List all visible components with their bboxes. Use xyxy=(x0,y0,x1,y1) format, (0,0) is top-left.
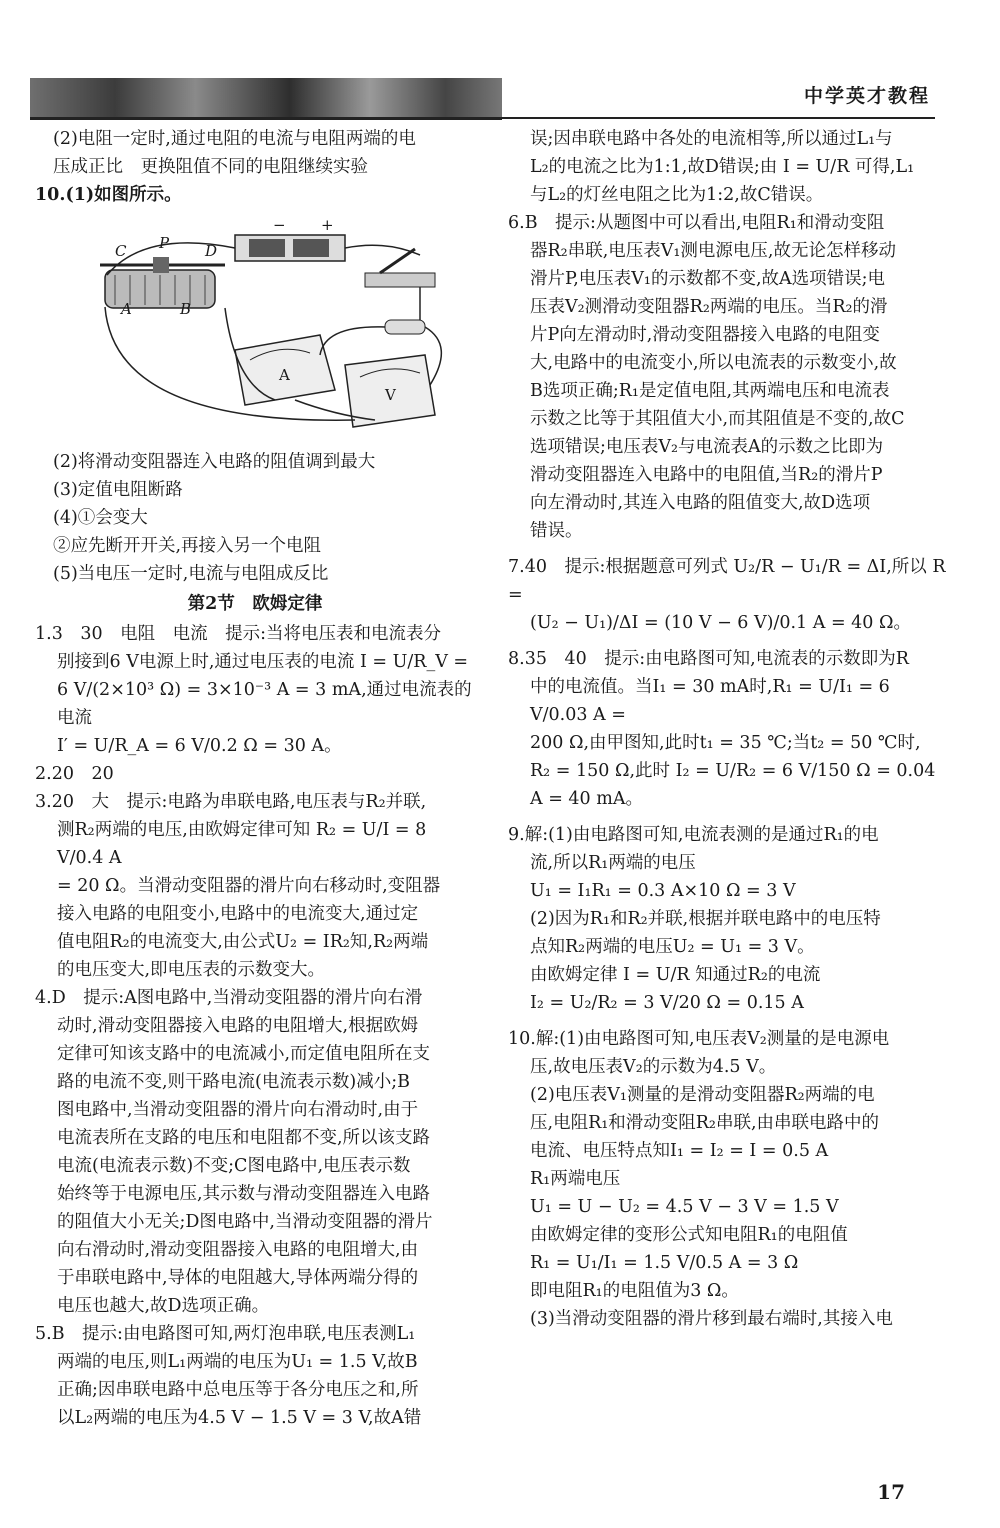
terminal-a-label: A xyxy=(121,300,132,318)
text-line: (2)将滑动变阻器连入电路的阻值调到最大 xyxy=(53,452,376,472)
text-line: B选项正确;R₁是定值电阻,其两端电压和电流表 xyxy=(530,381,890,401)
text-line: 1.3 30 电阻 电流 提示:当将电压表和电流表分 xyxy=(35,624,441,644)
text-line: 示数之比等于其阻值大小,而其阻值是不变的,故C xyxy=(530,409,905,429)
text-line: 压,电阻R₁和滑动变阻R₂串联,由串联电路中的 xyxy=(530,1113,880,1133)
text-line: 滑动变阻器连入电路中的电阻值,当R₂的滑片P xyxy=(530,465,883,485)
text-line: 滑片P,电压表V₁的示数都不变,故A选项错误;电 xyxy=(530,269,886,289)
text-line: 别接到6 V电源上时,通过电压表的电流 I = U/R_V = xyxy=(57,652,469,672)
text-line: 200 Ω,由甲图知,此时t₁ = 35 ℃;当t₂ = 50 ℃时, xyxy=(530,733,921,753)
text-line: R₁ = U₁/I₁ = 1.5 V/0.5 A = 3 Ω xyxy=(530,1253,799,1273)
text-line: 值电阻R₂的电流变大,由公式U₂ = IR₂知,R₂两端 xyxy=(57,932,429,952)
text-line: 7.40 提示:根据题意可列式 U₂/R − U₁/R = ΔI,所以 R = xyxy=(508,557,946,605)
text-line: 点知R₂两端的电压U₂ = U₁ = 3 V。 xyxy=(530,937,815,957)
text-line: (U₂ − U₁)/ΔI = (10 V − 6 V)/0.1 A = 40 Ω。 xyxy=(530,613,912,633)
text-line: 电流(电流表示数)不变;C图电路中,电压表示数 xyxy=(57,1156,411,1176)
text-line: 5.B 提示:由电路图可知,两灯泡串联,电压表测L₁ xyxy=(35,1324,416,1344)
text-line: 图电路中,当滑动变阻器的滑片向右滑动时,由于 xyxy=(57,1100,419,1120)
text-line: ②应先断开开关,再接入另一个电阻 xyxy=(53,536,322,556)
header-decoration xyxy=(30,78,502,120)
text-line: (4)①会变大 xyxy=(53,508,148,528)
page-number: 17 xyxy=(877,1480,905,1504)
terminal-c-label: C xyxy=(115,242,127,260)
circuit-figure xyxy=(35,215,475,440)
text-line: 与L₂的灯丝电阻之比为1:2,故C错误。 xyxy=(530,185,824,205)
text-line: (3)定值电阻断路 xyxy=(53,480,183,500)
text-line: 即电阻R₁的电阻值为3 Ω。 xyxy=(530,1281,739,1301)
text-line: (2)因为R₁和R₂并联,根据并联电路中的电压特 xyxy=(530,909,881,929)
text-line: 电流表所在支路的电压和电阻都不变,所以该支路 xyxy=(57,1128,431,1148)
terminal-b-label: B xyxy=(180,300,192,318)
voltmeter-label: V xyxy=(385,386,396,404)
text-line: 大,电路中的电流变小,所以电流表的示数变小,故 xyxy=(530,353,897,373)
text-line: 始终等于电源电压,其示数与滑动变阻器连入电路 xyxy=(57,1184,431,1204)
text-line: (2)电压表V₁测量的是滑动变阻器R₂两端的电 xyxy=(530,1085,875,1105)
text-line: I′ = U/R_A = 6 V/0.2 Ω = 30 A。 xyxy=(57,736,342,756)
text-line: 以L₂两端的电压为4.5 V − 1.5 V = 3 V,故A错 xyxy=(57,1408,422,1428)
text-line: 误;因串联电路中各处的电流相等,所以通过L₁与 xyxy=(530,129,893,149)
text-line: = 20 Ω。当滑动变阻器的滑片向右移动时,变阻器 xyxy=(57,876,441,896)
text-line: 中的电流值。当I₁ = 30 mA时,R₁ = U/I₁ = 6 V/0.03 A = xyxy=(530,677,890,725)
text-line: 路的电流不变,则干路电流(电流表示数)减小;B xyxy=(57,1072,410,1092)
text-line: 由欧姆定律的变形公式知电阻R₁的电阻值 xyxy=(530,1225,848,1245)
text-line: 测R₂两端的电压,由欧姆定律可知 R₂ = U/I = 8 V/0.4 A xyxy=(57,820,427,868)
text-line: U₁ = U − U₂ = 4.5 V − 3 V = 1.5 V xyxy=(530,1197,839,1217)
text-line: (5)当电压一定时,电流与电阻成反比 xyxy=(53,564,329,584)
text-line: 10.(1)如图所示。 xyxy=(35,185,182,205)
text-line: 定律可知该支路中的电流减小,而定值电阻所在支 xyxy=(57,1044,431,1064)
text-line: 电压也越大,故D选项正确。 xyxy=(57,1296,270,1316)
text-line: 的电压变大,即电压表的示数变大。 xyxy=(57,960,326,980)
text-line: 由欧姆定律 I = U/R 知通过R₂的电流 xyxy=(530,965,821,985)
text-line: 流,所以R₁两端的电压 xyxy=(530,853,696,873)
text-line: 6.B 提示:从题图中可以看出,电阻R₁和滑动变阻 xyxy=(508,213,885,233)
text-line: L₂的电流之比为1:1,故D错误;由 I = U/R 可得,L₁ xyxy=(530,157,915,177)
text-line: 压成正比 更换阻值不同的电阻继续实验 xyxy=(53,157,368,177)
text-line: 压,故电压表V₂的示数为4.5 V。 xyxy=(530,1057,777,1077)
text-line: R₂ = 150 Ω,此时 I₂ = U/R₂ = 6 V/150 Ω = 0.04 A = 40 mA。 xyxy=(530,761,936,809)
left-column xyxy=(35,125,475,1432)
text-line: (2)电阻一定时,通过电阻的电流与电阻两端的电 xyxy=(53,129,416,149)
text-line: 9.解:(1)由电路图可知,电流表测的是通过R₁的电 xyxy=(508,825,879,845)
text-line: 向右滑动时,滑动变阻器接入电路的电阻增大,由 xyxy=(57,1240,419,1260)
text-line: I₂ = U₂/R₂ = 3 V/20 Ω = 0.15 A xyxy=(530,993,804,1013)
header-rule xyxy=(30,117,935,119)
text-line: 2.20 20 xyxy=(35,764,114,784)
text-line: 电流、电压特点知I₁ = I₂ = I = 0.5 A xyxy=(530,1141,829,1161)
text-line: 两端的电压,则L₁两端的电压为U₁ = 1.5 V,故B xyxy=(57,1352,418,1372)
text-line: 8.35 40 提示:由电路图可知,电流表的示数即为R xyxy=(508,649,909,669)
text-line: 错误。 xyxy=(530,521,583,541)
text-line: 的阻值大小无关;D图电路中,当滑动变阻器的滑片 xyxy=(57,1212,433,1232)
book-brand: 中学英才教程 xyxy=(803,85,930,107)
ammeter-label: A xyxy=(279,366,290,384)
text-line: 10.解:(1)由电路图可知,电压表V₂测量的是电源电 xyxy=(508,1029,890,1049)
text-line: 于串联电路中,导体的电阻越大,导体两端分得的 xyxy=(57,1268,419,1288)
text-line: 3.20 大 提示:电路为串联电路,电压表与R₂并联, xyxy=(35,792,427,812)
battery-plus-label: + xyxy=(321,216,334,234)
text-line: 片P向左滑动时,滑动变阻器接入电路的电阻变 xyxy=(530,325,880,345)
text-line: 6 V/(2×10³ Ω) = 3×10⁻³ A = 3 mA,通过电流表的电流 xyxy=(57,680,472,728)
text-line: 4.D 提示:A图电路中,当滑动变阻器的滑片向右滑 xyxy=(35,988,423,1008)
text-line: (3)当滑动变阻器的滑片移到最右端时,其接入电 xyxy=(530,1309,893,1329)
text-line: R₁两端电压 xyxy=(530,1169,621,1189)
slider-p-label: P xyxy=(159,234,170,252)
circuit-diagram xyxy=(35,215,475,440)
text-line: 器R₂串联,电压表V₁测电源电压,故无论怎样移动 xyxy=(530,241,896,261)
terminal-d-label: D xyxy=(205,242,218,260)
text-line: 接入电路的电阻变小,电路中的电流变大,通过定 xyxy=(57,904,419,924)
section-heading: 第2节 欧姆定律 xyxy=(187,594,323,614)
text-line: U₁ = I₁R₁ = 0.3 A×10 Ω = 3 V xyxy=(530,881,796,901)
text-line: 正确;因串联电路中总电压等于各分电压之和,所 xyxy=(57,1380,419,1400)
text-line: 动时,滑动变阻器接入电路的电阻增大,根据欧姆 xyxy=(57,1016,419,1036)
text-line: 压表V₂测滑动变阻器R₂两端的电压。当R₂的滑 xyxy=(530,297,888,317)
right-column xyxy=(508,125,948,1333)
text-line: 选项错误;电压表V₂与电流表A的示数之比即为 xyxy=(530,437,884,457)
battery-minus-label: − xyxy=(273,216,286,234)
text-line: 向左滑动时,其连入电路的阻值变大,故D选项 xyxy=(530,493,871,513)
